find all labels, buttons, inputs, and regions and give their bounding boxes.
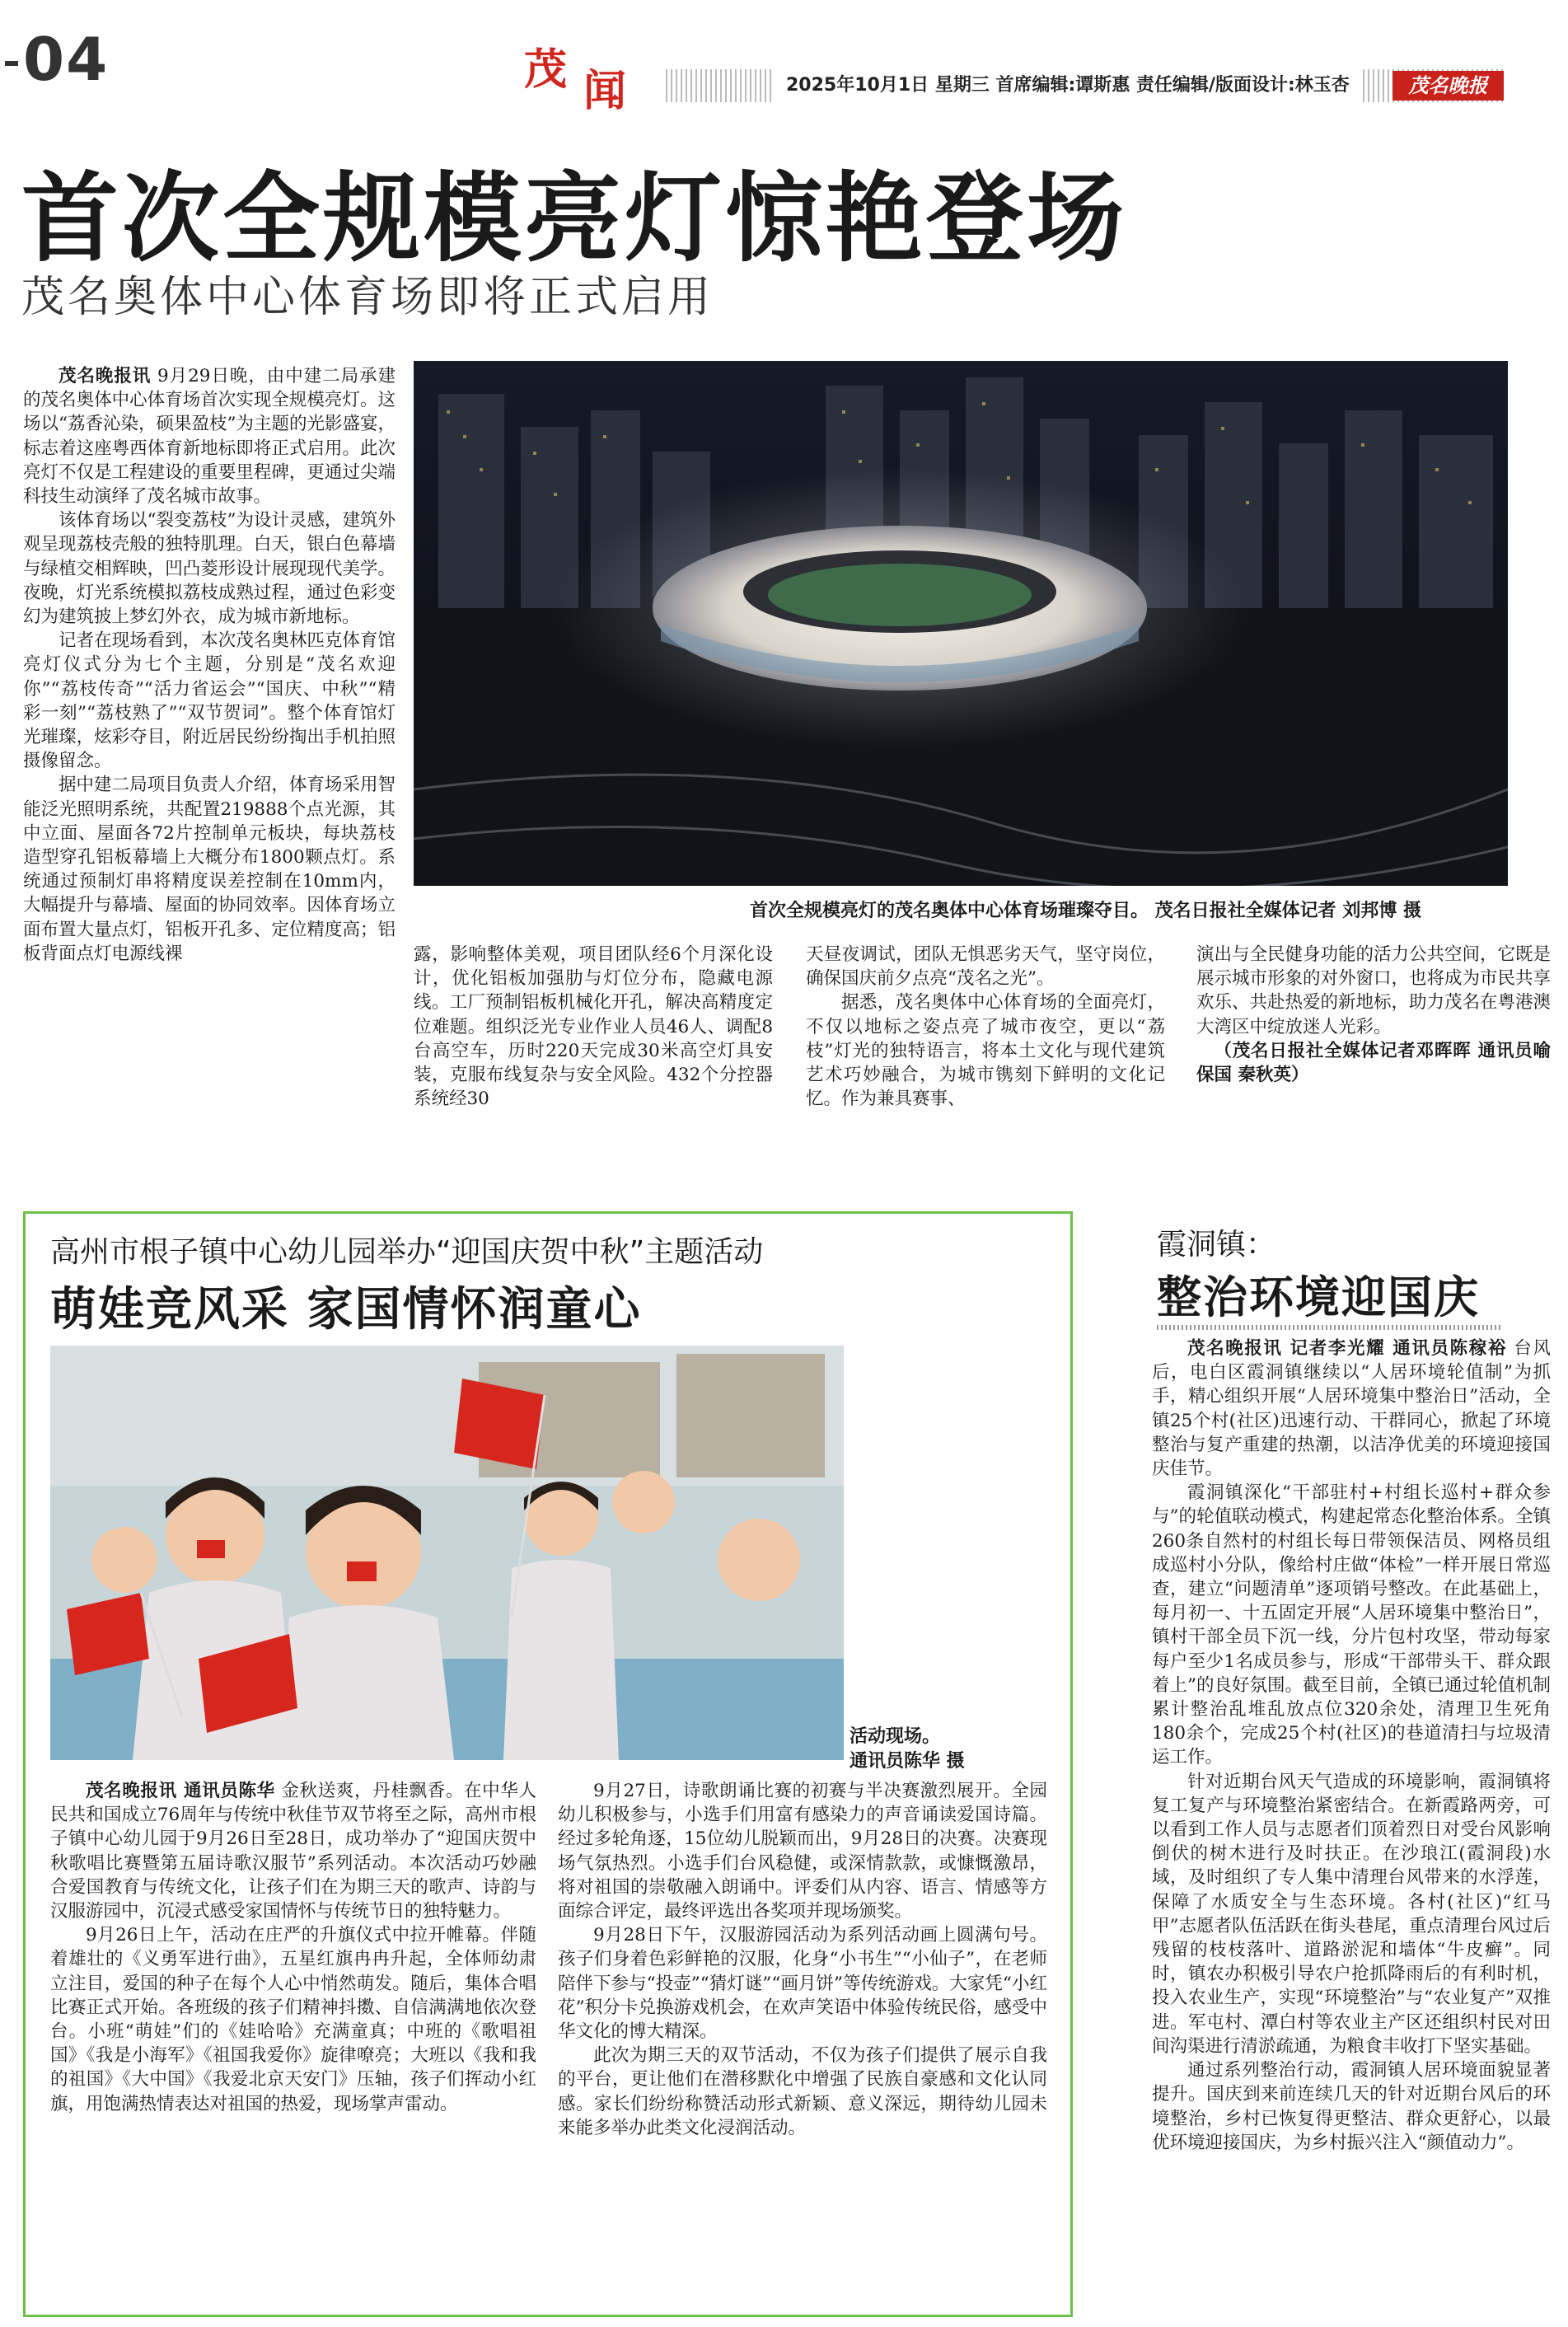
newspaper-logo: 茂名晚报 <box>1392 71 1504 101</box>
lead-paragraph-1: 9月29日晚，由中建二局承建的茂名奥体中心体育场首次实现全规模亮灯。这场以“荔香沁染，硕果盈枝”为主题的光影盛宴，标志着这座粤西体育新地标即将正式启用。此次亮灯不仅是工程建设的重要里程碑，更通过尖端科技生动演绎了茂名城市故事。 <box>23 366 396 508</box>
lead-byline: （茂名日报社全媒体记者邓晖晖 通讯员喻保国 秦秋英） <box>1196 1040 1551 1086</box>
section-logo <box>524 35 656 116</box>
kindergarten-photo-caption <box>850 1725 965 1774</box>
lead-column-1 <box>23 364 396 966</box>
section-char-2: 闻 <box>583 66 627 116</box>
feature-column-2 <box>558 1779 1047 2140</box>
side-paragraph-2: 霞洞镇深化“干部驻村+村组长巡村+群众参与”的轮值联动模式，构建起常态化整治体系。全镇260条自然村的村组长每日带领保洁员、网格员组成巡村小分队，像给村庄做“体检”一样开展日常巡查，建立“问题清单”逐项销号整改。在此基础上，每月初一、十五固定开展“人居环境集中整治日”，镇村干部全员下沉一线，分片包村攻坚，带动每家每户至少1名成员参与，形成“干部带头干、群众跟着上”的良好氛围。截至目前，全镇已通过轮值机制累计整治乱堆乱放点位320余处，清理卫生死角180余个，完成25个村(社区)的巷道清扫与垃圾清运工作。 <box>1152 1482 1551 1768</box>
feature-dateline: 茂名晚报讯 通讯员陈华 <box>86 1781 275 1801</box>
feature-paragraph-1: 金秋送爽，丹桂飘香。在中华人民共和国成立76周年与传统中秋佳节双节将至之际，高州市根子镇中心幼儿园于9月26日至28日，成功举办了“迎国庆贺中秋歌唱比赛暨第五届诗歌汉服节”系列活动。本次活动巧妙融合爱国教育与传统文化，让孩子们在为期三天的歌声、诗韵与汉服游园中，沉浸式感受家国情怀与传统节日的独特魅力。 <box>50 1781 536 1922</box>
lead-column-2 <box>414 943 773 1111</box>
feature-paragraph-4: 9月28日下午，汉服游园活动为系列活动画上圆满句号。孩子们身着色彩鲜艳的汉服，化身“小书生”“小仙子”，在老师陪伴下参与“投壶”“猜灯谜”“画月饼”等传统游戏。大家凭“小红花”积分卡兑换游戏机会，在欢声笑语中体验传统民俗，感受中华文化的博大精深。 <box>558 1925 1047 2043</box>
lead-paragraph-4: 据中建二局项目负责人介绍，体育场采用智能泛光照明系统，共配置219888个点光源，其中立面、屋面各72片控制单元板块，每块荔枝造型穿孔铝板幕墙上大概分布1800颗点灯。系统通过预制灯串将精度误差控制在10mm内，大幅提升与幕墙、屋面的协同效率。因体育场立面布置大量点灯，铝板开孔多、定位精度高；铝板背面点灯电源线裸 <box>23 775 396 964</box>
side-paragraph-4: 通过系列整治行动，霞洞镇人居环境面貌显著提升。国庆到来前连续几天的针对近期台风后的环境整治，乡村已恢复得更整洁、群众更舒心，以最优环境迎接国庆，为乡村振兴注入“颜值动力”。 <box>1152 2060 1551 2153</box>
side-title-rule <box>1157 1325 1503 1330</box>
side-dateline: 茂名晚报讯 记者李光耀 通讯员陈稼裕 <box>1187 1338 1507 1359</box>
subheadline: 茂名奥体中心体育场即将正式启用 <box>21 273 714 322</box>
lead-dateline: 茂名晚报讯 <box>59 366 152 386</box>
lead-paragraph-8: 演出与全民健身功能的活力公共空间，它既是展示城市形象的对外窗口，也将成为市民共享欢乐、共赴热爱的新地标，助力茂名在粤港澳大湾区中绽放迷人光彩。 <box>1196 944 1552 1037</box>
side-paragraph-1: 台风后，电白区霞洞镇继续以“人居环境轮值制”为抓手，精心组织开展“人居环境集中整治日”活动，全镇25个村(社区)迅速行动、干群同心，掀起了环境整治与复产重建的热潮，以洁净优美的环境迎接国庆佳节。 <box>1152 1338 1551 1480</box>
feature-kicker: 高州市根子镇中心幼儿园举办“迎国庆贺中秋”主题活动 <box>50 1235 764 1269</box>
headline: 首次全规模亮灯惊艳登场 <box>21 162 1128 275</box>
stadium-night-photo <box>414 361 1508 886</box>
side-column <box>1152 1337 1551 2155</box>
kindergarten-caption-line-1: 活动现场。 <box>850 1726 941 1747</box>
feature-box <box>23 1211 1073 2317</box>
feature-paragraph-2: 9月26日上午，活动在庄严的升旗仪式中拉开帷幕。伴随着雄壮的《义勇军进行曲》，五星红旗冉冉升起，全体师幼肃立注目，爱国的种子在每个人心中悄然萌发。随后，集体合唱比赛正式开始。各班级的孩子们精神抖擞、自信满满地依次登台。小班“萌娃”们的《娃哈哈》充满童真；中班的《歌唱祖国》《我是小海军》《祖国我爱你》旋律嘹亮；大班以《我和我的祖国》《大中国》《我爱北京天安门》压轴，孩子们挥动小红旗，用饱满热情表达对祖国的热爱，现场掌声雷动。 <box>50 1925 536 2114</box>
page-number: 04 <box>23 25 110 94</box>
feature-title: 萌娃竞风采 家国情怀润童心 <box>50 1283 642 1337</box>
feature-paragraph-3: 9月27日，诗歌朗诵比赛的初赛与半决赛激烈展开。全园幼儿积极参与，小选手们用富有感染力的声音诵读爱国诗篇。经过多轮角逐，15位幼儿脱颖而出，9月28日的决赛。决赛现场气氛热烈。小选手们台风稳健，或深情款款，或慷慨激昂，将对祖国的崇敬融入朗诵中。评委们从内容、语言、情感等方面综合评定，最终评选出各奖项并现场颁奖。 <box>558 1781 1047 1922</box>
lead-paragraph-3: 记者在现场看到，本次茂名奥林匹克体育馆亮灯仪式分为七个主题，分别是“茂名欢迎你”“荔枝传奇”“活力省运会”“国庆、中秋”“精彩一刻”“荔枝熟了”“双节贺词”。整个体育馆灯光璀璨，炫彩夺目，附近居民纷纷掏出手机拍照摄像留念。 <box>23 630 396 772</box>
side-kicker: 霞洞镇： <box>1157 1228 1276 1262</box>
lead-paragraph-2: 该体育场以“裂变荔枝”为设计灵感，建筑外观呈现荔枝壳般的独特肌理。白天，银白色幕墙与绿植交相辉映，凹凸菱形设计展现现代美学。夜晚，灯光系统模拟荔枝成熟过程，通过色彩变幻为建筑披上梦幻外衣，成为城市新地标。 <box>23 510 396 628</box>
feature-paragraph-5: 此次为期三天的双节活动，不仅为孩子们提供了展示自我的平台，更让他们在潜移默化中增强了民族自豪感和文化认同感。家长们纷纷称赞活动形式新颖、意义深远，期待幼儿园未来能多举办此类文化浸润活动。 <box>558 2045 1047 2138</box>
lead-column-4 <box>1196 943 1551 1087</box>
lead-paragraph-7: 据悉，茂名奥体中心体育场的全面亮灯，不仅以地标之姿点亮了城市夜空，更以“荔枝”灯光的独特语言，将本土文化与现代建筑艺术巧妙融合，为城市镌刻下鲜明的文化记忆。作为兼具赛事、 <box>806 992 1165 1110</box>
side-title: 整治环境迎国庆 <box>1157 1271 1480 1323</box>
stadium-photo-caption: 首次全规模亮灯的茂名奥体中心体育场璀璨夺目。 茂名日报社全媒体记者 刘邦博 摄 <box>750 901 1421 921</box>
feature-column-1 <box>50 1779 536 2116</box>
side-paragraph-3: 针对近期台风天气造成的环境影响，霞洞镇将复工复产与环境整治紧密结合。在新霞路两旁，可以看到工作人员与志愿者们顶着烈日对受台风影响倒伏的树木进行及时扶正。在沙琅江(霞洞段)水域，及时组织了专人集中清理台风带来的水浮莲，保障了水质安全与生态环境。各村(社区)“红马甲”志愿者队伍活跃在街头巷尾，重点清理台风过后残留的枝枝落叶、道路淤泥和墙体“牛皮癣”。同时，镇农办积极引导农户抢抓降雨后的有利时机，投入农业生产，实现“环境整治”与“农业复产”双推进。军屯村、潭白村等农业主产区还组织村民对田间沟渠进行清淤疏通，为粮食丰收打下坚实基础。 <box>1152 1771 1551 2057</box>
lead-paragraph-6: 天昼夜调试，团队无惧恶劣天气，坚守岗位，确保国庆前夕点亮“茂名之光”。 <box>806 944 1165 990</box>
kindergarten-photo <box>50 1346 844 1760</box>
lead-column-3 <box>806 943 1165 1111</box>
kindergarten-caption-line-2: 通讯员陈华 摄 <box>850 1751 965 1772</box>
section-char-1: 茂 <box>524 44 568 95</box>
issue-info: 2025年10月1日 星期三 首席编辑:谭斯惠 责任编辑/版面设计:林玉杏 <box>775 69 1361 102</box>
lead-paragraph-5: 露，影响整体美观，项目团队经6个月深化设计，优化铝板加强肋与灯位分布，隐藏电源线。工厂预制铝板机械化开孔，解决高精度定位难题。组织泛光专业作业人员46人、调配8台高空车，历时220天完成30米高空灯具安装，克服布线复杂与安全风险。432个分控器系统经30 <box>414 944 773 1110</box>
